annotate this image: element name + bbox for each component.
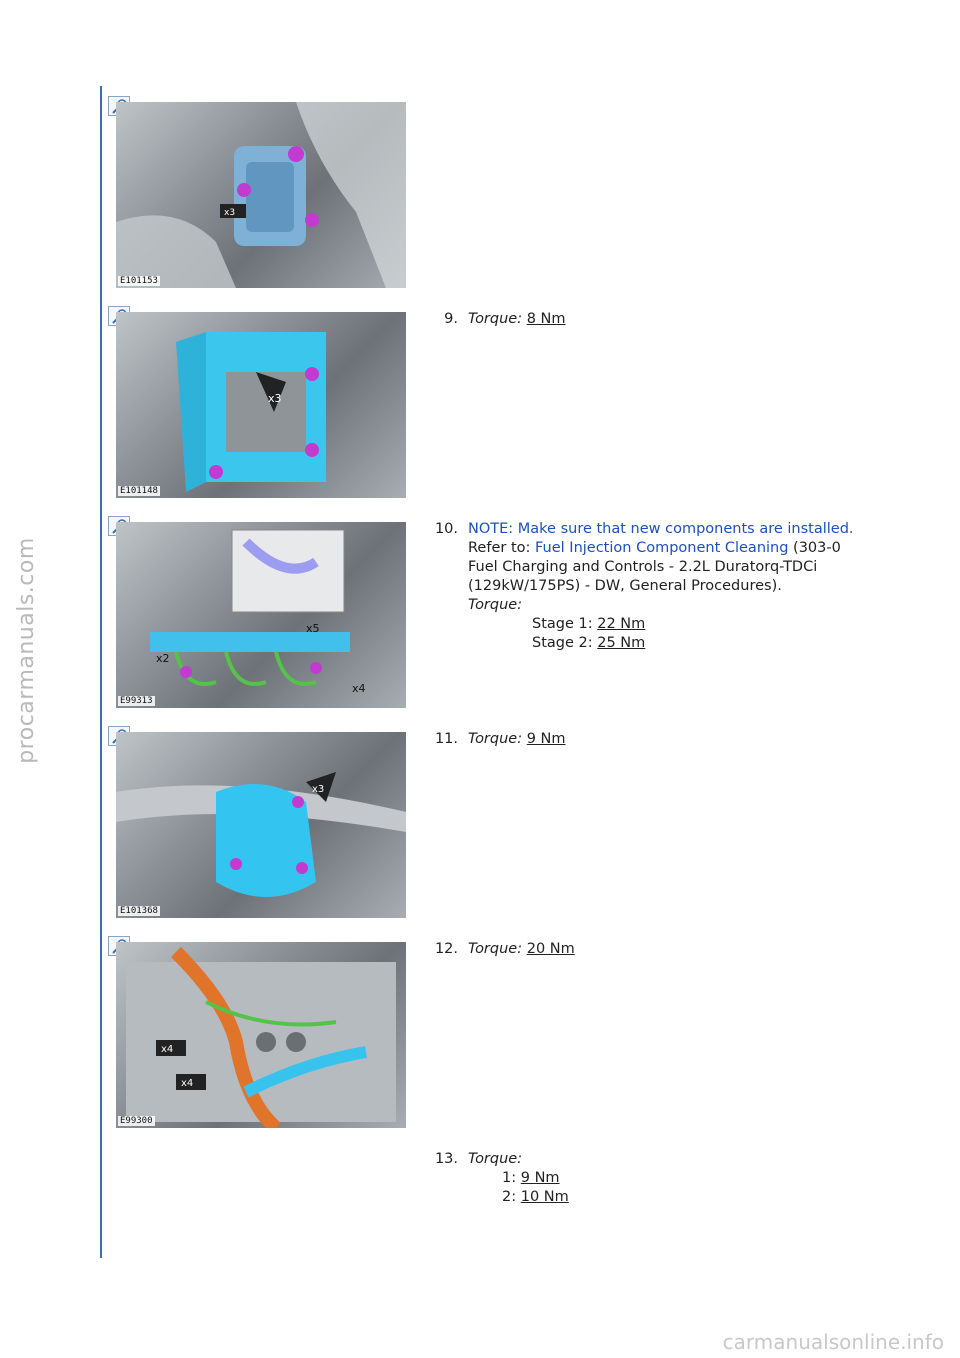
note-text: NOTE: Make sure that new components are installed.	[468, 521, 854, 537]
torque-label: Torque:	[468, 597, 523, 613]
refer-label: Refer to:	[468, 540, 531, 556]
torque-value[interactable]: 20 Nm	[526, 941, 575, 957]
figure-code: E101148	[120, 486, 158, 496]
figure-code: E99300	[120, 1116, 153, 1126]
figure-fuel-rail	[116, 522, 406, 708]
callout-x5: x5	[306, 622, 320, 635]
torque-value[interactable]: 9 Nm	[526, 731, 566, 747]
torque-value[interactable]: 8 Nm	[526, 311, 566, 327]
stage-2	[468, 634, 888, 653]
watermark-carmanualsonline: carmanualsonline.info	[722, 1330, 944, 1354]
figure-pump-bracket	[116, 312, 406, 498]
step-number: 11.	[434, 731, 458, 747]
step-number: 13.	[434, 1151, 458, 1167]
figure-code: E101368	[120, 906, 158, 916]
callout-x2: x2	[156, 652, 170, 665]
watermark-procarmanuals: procarmanuals.com	[13, 536, 39, 764]
refer-line-2: Fuel Charging and Controls - 2.2L Duratorq-TDCi	[468, 559, 818, 575]
step-row-13	[108, 1146, 908, 1226]
callout-x4: x4	[161, 1044, 174, 1055]
torque-item-1	[468, 1169, 888, 1188]
refer-rest: (303-0	[793, 540, 841, 556]
step-row-11	[108, 726, 908, 926]
stage-1-value[interactable]: 22 Nm	[597, 616, 646, 632]
step-row-9	[108, 306, 908, 506]
figure-engine-pipes	[116, 942, 406, 1128]
stage-1-label: Stage 1:	[532, 616, 593, 632]
item-2-label: 2:	[502, 1189, 517, 1205]
step-row-8	[108, 96, 908, 292]
torque-item-2	[468, 1188, 888, 1207]
stage-2-label: Stage 2:	[532, 635, 593, 651]
refer-line-3: (129kW/175PS) - DW, General Procedures).	[468, 578, 782, 594]
step-number: 10.	[434, 521, 458, 537]
torque-label: Torque:	[468, 941, 523, 957]
figure-vacuum-pump	[116, 732, 406, 918]
refer-link[interactable]: Fuel Injection Component Cleaning	[535, 540, 789, 556]
torque-label: Torque:	[468, 731, 523, 747]
step-number: 9.	[444, 311, 458, 327]
torque-label: Torque:	[468, 1151, 523, 1167]
callout-x3: x3	[224, 208, 236, 218]
step-number: 12.	[434, 941, 458, 957]
step-row-10	[108, 516, 908, 716]
item-1-value[interactable]: 9 Nm	[520, 1170, 560, 1186]
callout-x3: x3	[312, 784, 325, 795]
figure-code: E99313	[120, 696, 153, 706]
item-1-label: 1:	[502, 1170, 517, 1186]
figure-code: E101153	[120, 276, 158, 286]
callout-x4: x4	[181, 1078, 194, 1089]
item-2-value[interactable]: 10 Nm	[520, 1189, 569, 1205]
callout-x3: x3	[268, 392, 282, 405]
left-rule	[100, 86, 102, 1258]
callout-x4: x4	[352, 682, 366, 695]
step-row-12	[108, 936, 908, 1136]
refer-line	[468, 539, 888, 558]
stage-1	[468, 615, 888, 634]
torque-label: Torque:	[468, 311, 523, 327]
stage-2-value[interactable]: 25 Nm	[597, 635, 646, 651]
figure-fuel-pump	[116, 102, 406, 288]
